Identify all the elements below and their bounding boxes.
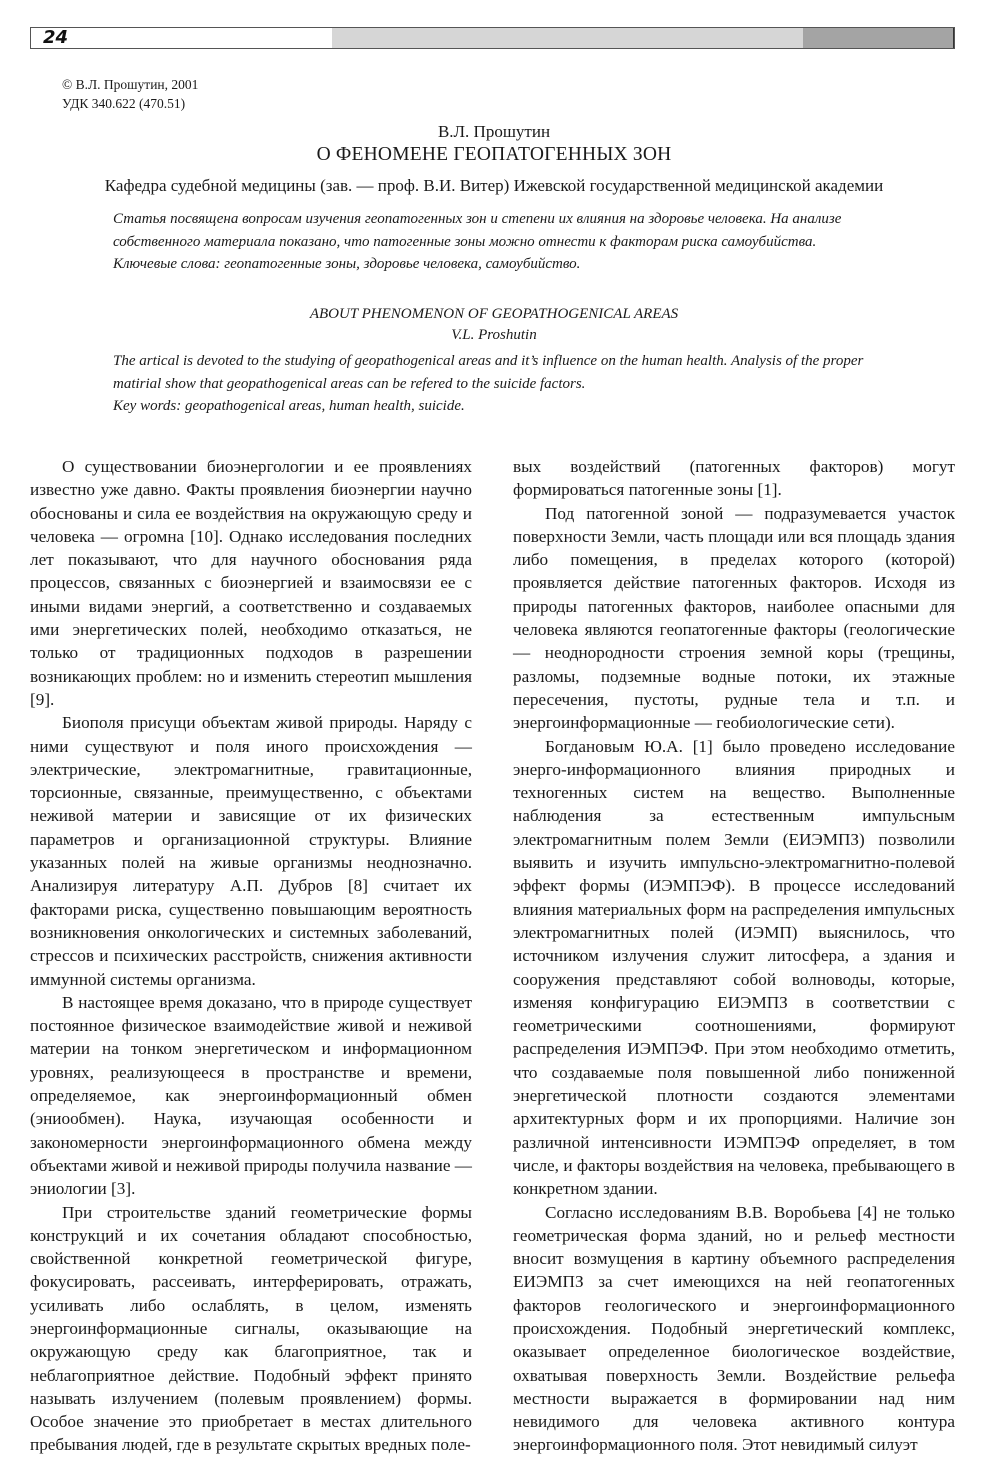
paragraph: Под патогенной зоной — подразумевается участок поверхности Земли, часть площади или вся площадь здания либо помещения, в пределах которого (которой) проявляется действие патогенных факторов. Исходя из природы патогенных факторов, наиболее опасными для человека являются геопатогенные факторы (геологические — неоднородности строения земной коры (трещины, разломы, подземные водные потоки, их этажные пересечения, пустоты, рудные тела и т.п. и энергоинформационные — геобиологические сети). — [513, 503, 955, 733]
copyright-line: © В.Л. Прошутин, 2001 — [62, 77, 199, 92]
body-column-right — [513, 455, 955, 1457]
keywords-en: Key words: geopathogenical areas, human health, suicide. — [113, 398, 465, 414]
page-number: 24 — [43, 27, 69, 48]
paragraph-continuation: вых воздействий (патогенных факторов) могут формироваться патогенные зоны [1]. — [513, 457, 955, 500]
abstract-ru — [113, 208, 883, 276]
article-title-en: ABOUT PHENOMENON OF GEOPATHOGENICAL AREAS — [309, 306, 679, 322]
abstract-en — [113, 350, 883, 418]
abstract-en-text: The artical is devoted to the studying of geopathogenical areas and it’s influence on the human health. Analysis of the proper matirial show that geopathogenical areas can be refered to the suicide factors. — [113, 353, 864, 392]
english-title-block — [0, 304, 988, 346]
keywords-ru: Ключевые слова: геопатогенные зоны, здоровье человека, самоубийство. — [113, 256, 581, 272]
header-bar-light-segment — [332, 28, 803, 48]
udc-code: УДК 340.622 (470.51) — [62, 96, 186, 111]
paragraph: В настоящее время доказано, что в природе существует постоянное физическое взаимодействие живой и неживой материи на тонком энергетическом и информационном уровнях, реализующееся в пространстве и времени, определяемое, как энергоинформационный обмен (эниообмен). Наука, изучающая особенности и закономерности энергоинформационного обмена между объектами живой и неживой природы получила название — эниологии [3]. — [30, 992, 472, 1199]
article-title: О ФЕНОМЕНЕ ГЕОПАТОГЕННЫХ ЗОН — [316, 144, 672, 165]
running-header-bar — [30, 27, 955, 49]
paragraph: О существовании биоэнергологии и ее проявлениях известно уже давно. Факты проявления биоэнергии научно обоснованы и сила ее воздействия на окружающую среду и человека — огромна [10]. Однако исследования последних лет показывают, что для научного обоснования ряда процессов, связанных с биоэнергией и взаимосвязи ее с иными видами энергий, а соответственно и создаваемых ими энергетических полей, необходимо отказаться, не только от традиционных подходов в разрешении возникающих проблем: но и изменить стереотип мышления [9]. — [30, 457, 472, 709]
header-bar-dark-segment — [803, 28, 954, 48]
author-name-en: V.L. Proshutin — [451, 327, 537, 343]
affiliation: Кафедра судебной медицины (зав. — проф. В.И. Витер) Ижевской государственной медицинской академии — [104, 176, 884, 195]
paragraph: При строительстве зданий геометрические формы конструкций и их сочетания обладают способностью, свойственной конкретной геометрической фигуре, фокусировать, рассеивать, интерферировать, отражать, усиливать либо ослаблять, в целом, изменять энергоинформационные сигналы, оказывающие на окружающую среду как благоприятное, так и неблагоприятное действие. Подобный эффект принято называть излучением (полевым проявлением) формы. Особое значение это приобретает в местах длительного пребывания людей, где в результате скрытых вредных поле- — [30, 1202, 472, 1455]
abstract-ru-text: Статья посвящена вопросам изучения геопатогенных зон и степени их влияния на здоровье человека. На анализе собственного материала показано, что патогенные зоны можно отнести к факторам риска самоубийства. — [113, 211, 842, 250]
author-name: В.Л. Прошутин — [437, 122, 551, 141]
article-meta — [62, 75, 198, 113]
body-column-left — [30, 455, 472, 1457]
paragraph: Согласно исследованиям В.В. Воробьева [4] не только геометрическая форма зданий, но и рельеф местности вносит возмущения в картину объемного распределения ЕИЭМПЗ за счет имеющихся на ней геопатогенных факторов геологического и энергоинформационного происхождения. Подобный энергетический комплекс, оказывает определенное биологическое воздействие, охватывая поверхность Земли. Воздействие рельефа местности выражается в формировании над ним невидимого для человека активного контура энергоинформационного поля. Этот невидимый силуэт — [513, 1202, 955, 1455]
header-bar-white-segment — [31, 28, 332, 48]
paragraph: Богдановым Ю.А. [1] было проведено исследование энерго-информационного влияния природных и техногенных систем на вещество. Выполненные наблюдения за естественным импульсным электромагнитным полем Земли (ЕИЭМПЗ) позволили выявить и изучить импульсно-электромагнитно-полевой эффект формы (ИЭМПЭФ). В процессе исследований влияния материальных форм на распределения импульсных электромагнитных полей (ИЭМП) выяснилось, что источником излучения служит литосфера, а здания и сооружения представляют собой волноводы, которые, изменяя конфигурацию ЕИЭМПЗ в соответствии с геометрическими соотношениями, формируют распределения ИЭМПЭФ. При этом необходимо отметить, что создаваемые поля повышенной либо пониженной энергетической плотности создаются элементами архитектурных форм и их пропорциями. Наличие зон различной интенсивности ИЭМПЭФ определяет, в том числе, и факторы воздействия на человека, пребывающего в конкретном здании. — [513, 736, 955, 1199]
paragraph: Биополя присущи объектам живой природы. Наряду с ними существуют и поля иного происхождения — электрические, электромагнитные, гравитационные, торсионные, связанные, преимущественно, с объектами неживой материи и зависящие от их физических параметров и организационной структуры. Влияние указанных полей на живые организмы неоднозначно. Анализируя литературу А.П. Дубров [8] считает их факторами риска, существенно повышающим вероятность возникновения онкологических и системных заболеваний, стрессов и психических расстройств, снижения активности иммунной системы организма. — [30, 713, 472, 989]
